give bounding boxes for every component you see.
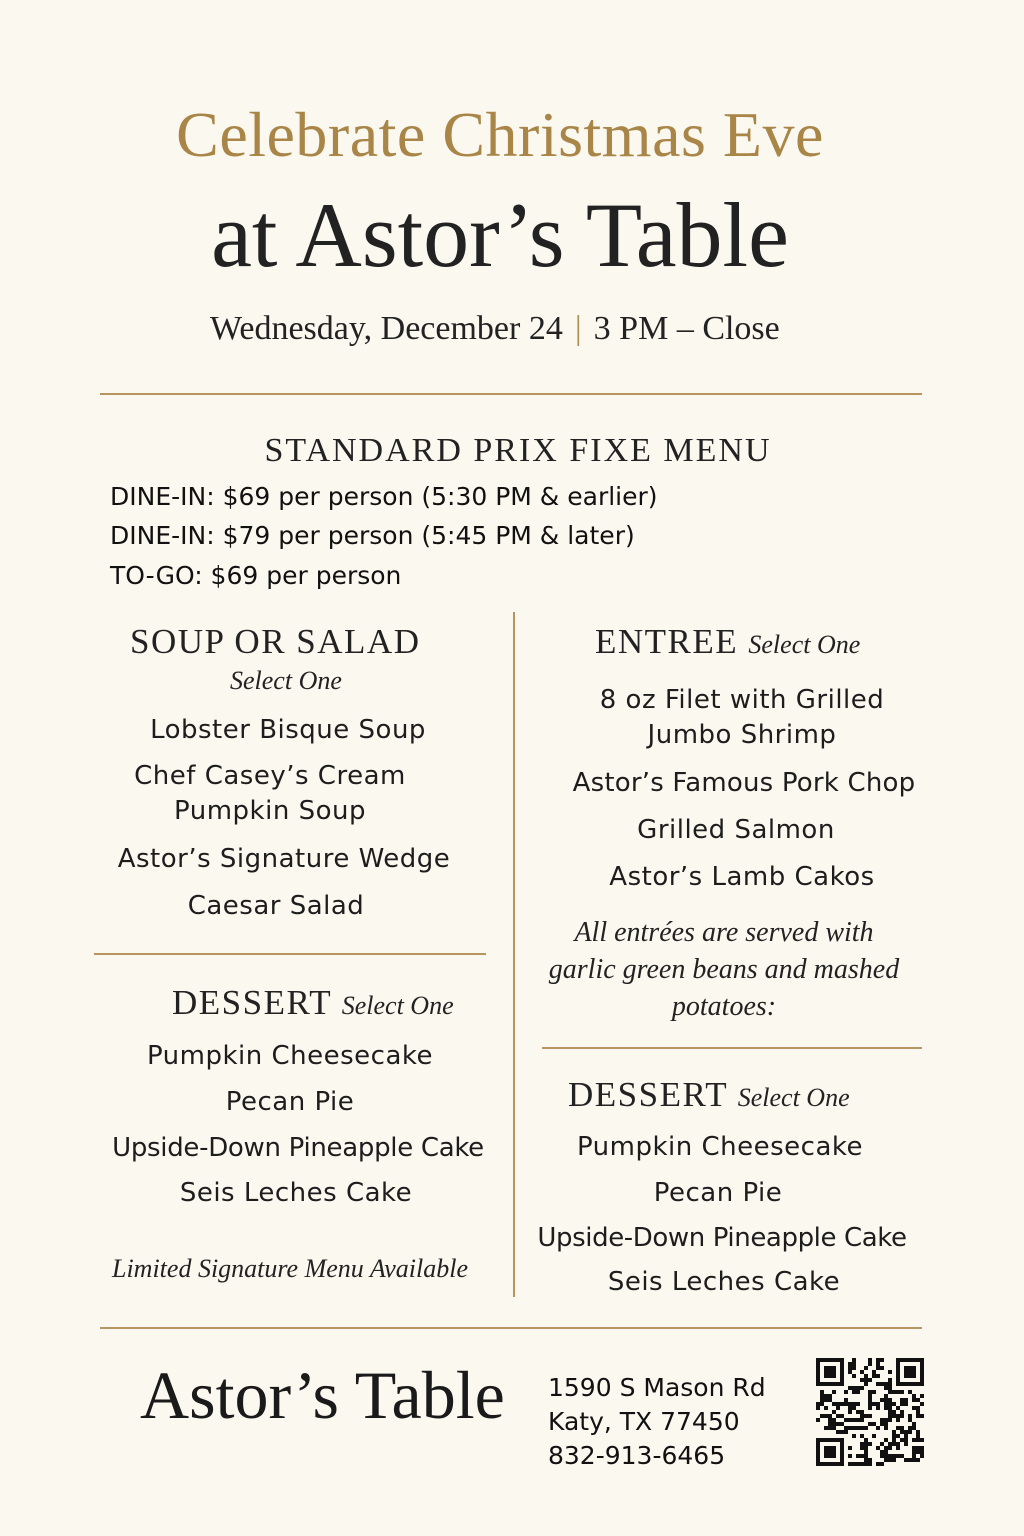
- qr-code-icon[interactable]: [816, 1358, 924, 1466]
- footer-restaurant-name: Astor’s Table: [140, 1357, 505, 1433]
- dessert-title: [172, 983, 454, 1023]
- menu-item: Chef Casey’s Cream Pumpkin Soup: [134, 761, 406, 826]
- menu-item: Astor’s Famous Pork Chop: [572, 768, 916, 798]
- menu-item: Astor’s Lamb Cakos: [609, 862, 875, 892]
- menu-item: Grilled Salmon: [637, 815, 835, 845]
- limited-menu-note: Limited Signature Menu Available: [112, 1254, 469, 1283]
- menu-item: Seis Leches Cake: [607, 1267, 841, 1297]
- menu-item: Caesar Salad: [187, 891, 365, 921]
- price-line: DINE-IN: $79 per person (5:45 PM & later): [110, 521, 635, 550]
- divider-right: [542, 1047, 922, 1049]
- separator: |: [574, 310, 582, 347]
- menu-item: Pecan Pie: [225, 1087, 355, 1117]
- soup-salad-select: Select One: [230, 666, 342, 695]
- menu-item: Astor’s Signature Wedge: [117, 844, 451, 874]
- soup-salad-title: SOUP OR SALAD: [130, 622, 421, 661]
- address-street: 1590 S Mason Rd: [548, 1373, 766, 1402]
- divider-bottom: [100, 1327, 922, 1329]
- divider-vertical: [513, 612, 515, 1297]
- dessert-title-right: [568, 1075, 850, 1115]
- entree-sides-note: All entrées are served with garlic green beans and mashed potatoes:: [548, 917, 900, 1022]
- event-date: Wednesday, December 24: [210, 310, 563, 347]
- dessert-heading: DESSERT: [172, 983, 332, 1022]
- date-hours-line: [210, 310, 780, 348]
- entree-title: [595, 622, 860, 662]
- menu-item: Upside-Down Pineapple Cake: [112, 1133, 484, 1163]
- menu-item: Lobster Bisque Soup: [150, 715, 426, 745]
- prix-fixe-title: STANDARD PRIX FIXE MENU: [264, 432, 772, 469]
- dessert-heading: DESSERT: [568, 1075, 728, 1114]
- divider-left: [94, 953, 486, 955]
- price-line: DINE-IN: $69 per person (5:30 PM & earlier): [110, 482, 658, 511]
- menu-item: Seis Leches Cake: [179, 1178, 413, 1208]
- phone-number: 832-913-6465: [548, 1441, 726, 1470]
- headline-celebrate: Celebrate Christmas Eve: [176, 99, 824, 170]
- dessert-select: Select One: [341, 991, 454, 1020]
- menu-item: Pecan Pie: [653, 1178, 783, 1208]
- entree-heading: ENTREE: [595, 622, 739, 661]
- divider-top: [100, 393, 922, 395]
- price-line: TO-GO: $69 per person: [110, 561, 402, 590]
- menu-item: Upside-Down Pineapple Cake: [537, 1223, 907, 1253]
- menu-item: Pumpkin Cheesecake: [146, 1041, 434, 1071]
- dessert-select: Select One: [737, 1083, 850, 1112]
- headline-restaurant: at Astor’s Table: [211, 184, 789, 286]
- menu-item: 8 oz Filet with Grilled Jumbo Shrimp: [599, 685, 885, 750]
- event-hours: 3 PM – Close: [593, 310, 780, 347]
- entree-select: Select One: [748, 630, 861, 659]
- menu-item: Pumpkin Cheesecake: [576, 1132, 864, 1162]
- address-city: Katy, TX 77450: [548, 1407, 740, 1436]
